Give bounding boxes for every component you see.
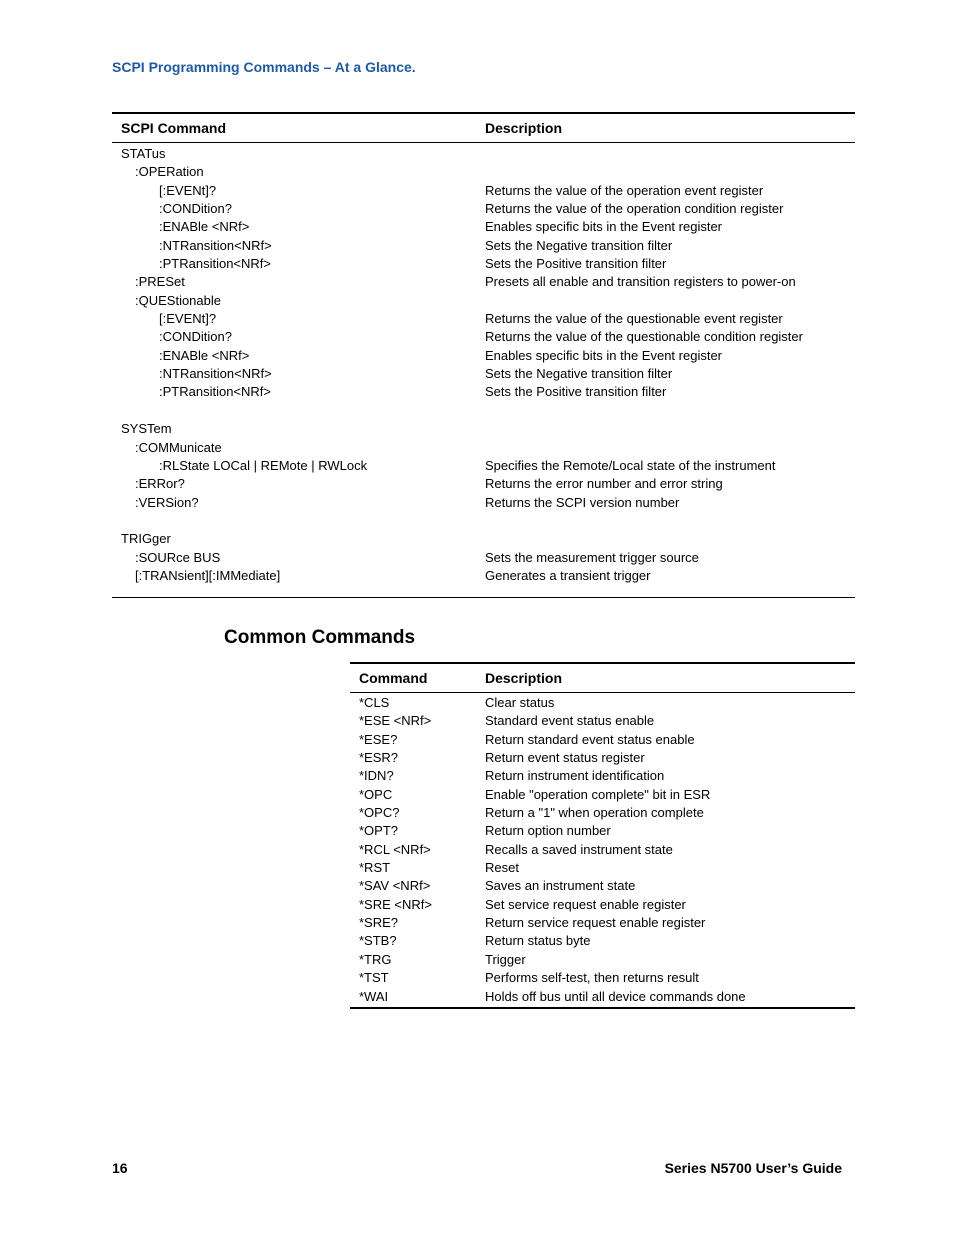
table-row xyxy=(112,347,855,365)
section-title: Common Commands xyxy=(224,627,416,648)
description-cell: Set service request enable register xyxy=(485,896,686,912)
table-row xyxy=(112,494,855,512)
command-cell: :NTRansition<NRf> xyxy=(159,237,272,253)
command-cell: :CONDition? xyxy=(159,201,232,217)
table-row xyxy=(350,988,855,1006)
table-row xyxy=(350,749,855,767)
table-row xyxy=(112,273,855,291)
description-cell: Saves an instrument state xyxy=(485,878,636,894)
command-cell: :COMMunicate xyxy=(135,439,222,455)
description-cell: Returns the value of the operation event register xyxy=(485,182,764,198)
command-cell: *CLS xyxy=(359,695,390,710)
command-cell: [:TRANsient][:IMMediate] xyxy=(135,567,281,583)
command-cell: :PTRansition<NRf> xyxy=(159,256,271,272)
table-row xyxy=(350,804,855,822)
command-cell: *TST xyxy=(359,970,389,986)
description-cell: Enables specific bits in the Event register xyxy=(485,347,723,363)
common-table-body xyxy=(350,693,855,1009)
command-cell: :PRESet xyxy=(135,274,185,290)
table-row xyxy=(112,383,855,401)
command-cell: *ESE <NRf> xyxy=(359,713,432,729)
table-row xyxy=(350,767,855,785)
table-row xyxy=(350,914,855,932)
description-cell: Presets all enable and transition registers to power-on xyxy=(485,274,796,290)
description-cell: Return standard event status enable xyxy=(485,731,695,747)
description-cell: Returns the error number and error string xyxy=(485,476,723,492)
command-cell: *ESR? xyxy=(359,750,399,766)
command-cell: *OPC xyxy=(359,786,393,802)
command-cell: :NTRansition<NRf> xyxy=(159,366,272,382)
command-cell: *RST xyxy=(359,860,391,876)
common-table-header xyxy=(350,662,855,693)
table-row xyxy=(350,731,855,749)
description-cell: Holds off bus until all device commands done xyxy=(485,988,746,1004)
table-row xyxy=(112,310,855,328)
description-cell: Recalls a saved instrument state xyxy=(485,841,673,857)
description-cell: Return instrument identification xyxy=(485,768,665,784)
command-cell: :VERSion? xyxy=(135,494,199,510)
command-cell: *IDN? xyxy=(359,768,394,784)
description-cell: Return service request enable register xyxy=(485,915,706,931)
description-cell: Sets the Positive transition filter xyxy=(485,384,667,400)
table-row xyxy=(350,712,855,730)
table-row xyxy=(350,822,855,840)
table-row xyxy=(350,859,855,877)
table-row xyxy=(350,969,855,987)
table-row xyxy=(350,951,855,969)
command-cell: *ESE? xyxy=(359,731,398,747)
table-row xyxy=(112,365,855,383)
command-cell: :ERRor? xyxy=(135,476,185,492)
common-col-command: Command xyxy=(359,670,428,686)
table-row xyxy=(350,841,855,859)
table-row xyxy=(350,694,855,712)
command-cell: *OPT? xyxy=(359,823,399,839)
command-cell: :CONDition? xyxy=(159,329,232,345)
description-cell: Returns the value of the operation condition register xyxy=(485,201,784,217)
table-row xyxy=(350,877,855,895)
description-cell: Trigger xyxy=(485,951,526,967)
command-cell: :QUEStionable xyxy=(135,292,221,308)
command-cell: *SRE <NRf> xyxy=(359,896,432,912)
description-cell: Returns the SCPI version number xyxy=(485,494,680,510)
description-cell: Enables specific bits in the Event register xyxy=(485,219,723,235)
table-row xyxy=(112,402,855,420)
table-row xyxy=(112,145,855,163)
command-cell: [:EVENt]? xyxy=(159,311,217,327)
description-cell: Sets the Negative transition filter xyxy=(485,237,673,253)
description-cell: Sets the Negative transition filter xyxy=(485,366,673,382)
table-row xyxy=(112,530,855,548)
description-cell: Generates a transient trigger xyxy=(485,567,651,583)
command-cell: :ENABle <NRf> xyxy=(159,347,250,363)
description-cell: Reset xyxy=(485,860,519,876)
description-cell: Specifies the Remote/Local state of the instrument xyxy=(485,457,776,473)
command-cell: *RCL <NRf> xyxy=(359,841,431,857)
table-row xyxy=(350,786,855,804)
scpi-col-command: SCPI Command xyxy=(121,120,227,136)
command-cell: *SAV <NRf> xyxy=(359,878,431,894)
description-cell: Returns the value of the questionable event register xyxy=(485,311,783,327)
common-command-table xyxy=(350,662,855,1009)
command-cell: *TRG xyxy=(359,951,392,967)
table-row xyxy=(112,200,855,218)
table-row xyxy=(112,420,855,438)
description-cell: Performs self-test, then returns result xyxy=(485,970,699,986)
scpi-table-body xyxy=(112,143,855,598)
description-cell: Return a "1" when operation complete xyxy=(485,805,704,821)
command-cell: *SRE? xyxy=(359,915,399,931)
table-row xyxy=(350,896,855,914)
description-cell: Clear status xyxy=(485,695,555,710)
description-cell: Sets the Positive transition filter xyxy=(485,256,667,272)
table-row xyxy=(112,182,855,200)
running-head: SCPI Programming Commands – At a Glance. xyxy=(112,59,416,75)
table-row xyxy=(350,932,855,950)
table-row xyxy=(112,457,855,475)
table-row xyxy=(112,292,855,310)
description-cell: Return option number xyxy=(485,823,611,839)
table-row xyxy=(112,255,855,273)
command-cell: *STB? xyxy=(359,933,397,949)
description-cell: Standard event status enable xyxy=(485,713,655,729)
table-row xyxy=(112,237,855,255)
command-cell: TRIGger xyxy=(121,531,171,547)
table-row xyxy=(112,567,855,585)
command-cell: :SOURce BUS xyxy=(135,549,221,565)
command-cell: :ENABle <NRf> xyxy=(159,219,250,235)
description-cell: Return event status register xyxy=(485,750,645,766)
description-cell: Sets the measurement trigger source xyxy=(485,549,699,565)
command-cell: :PTRansition<NRf> xyxy=(159,384,271,400)
guide-title: Series N5700 User’s Guide xyxy=(664,1160,842,1176)
scpi-table-header xyxy=(112,112,855,143)
common-col-description: Description xyxy=(485,670,563,686)
table-row xyxy=(112,218,855,236)
table-row xyxy=(112,163,855,181)
table-row xyxy=(112,475,855,493)
command-cell: STATus xyxy=(121,146,166,161)
page-number: 16 xyxy=(112,1160,128,1176)
command-cell: :RLState LOCal | REMote | RWLock xyxy=(159,457,368,473)
description-cell: Enable "operation complete" bit in ESR xyxy=(485,786,711,802)
command-cell: :OPERation xyxy=(135,164,204,180)
table-row xyxy=(112,439,855,457)
description-cell: Returns the value of the questionable condition register xyxy=(485,329,803,345)
description-cell: Return status byte xyxy=(485,933,591,949)
scpi-col-description: Description xyxy=(485,120,563,136)
table-row xyxy=(112,328,855,346)
table-row xyxy=(112,549,855,567)
command-cell: SYSTem xyxy=(121,421,172,437)
command-cell: *WAI xyxy=(359,988,389,1004)
scpi-command-table xyxy=(112,112,855,598)
table-row xyxy=(112,512,855,530)
command-cell: *OPC? xyxy=(359,805,400,821)
command-cell: [:EVENt]? xyxy=(159,182,217,198)
